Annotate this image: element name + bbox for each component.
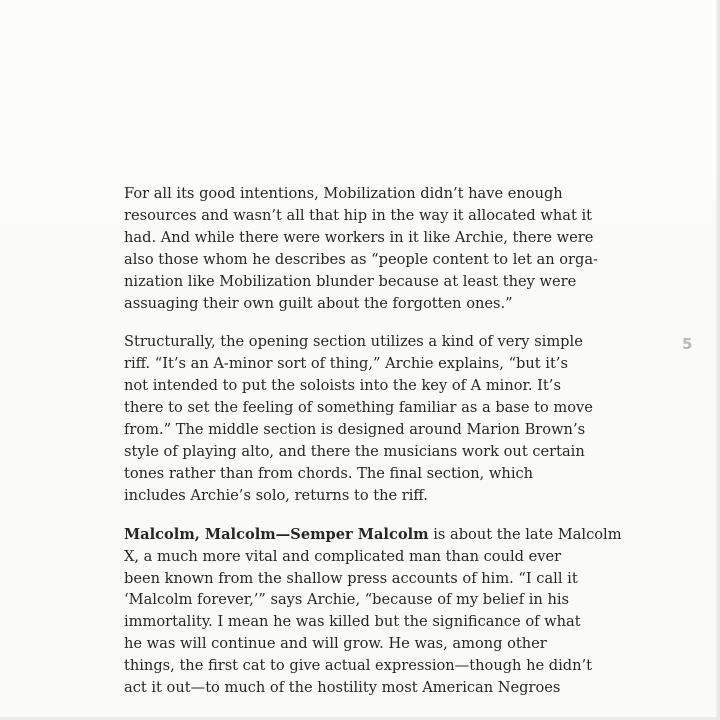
paragraph-structure — [124, 331, 664, 506]
page-edge-shadow — [716, 0, 720, 720]
text-line: riff. “It’s an A-minor sort of thing,” Archie explains, “but it’s — [124, 355, 568, 373]
paragraph-mobilization — [124, 183, 664, 314]
text-line: things, the first cat to give actual expression—though he didn’t — [124, 657, 593, 675]
text-run: is about the late Malcolm — [428, 525, 622, 543]
track-title: Malcolm, Malcolm—Semper Malcolm — [124, 525, 429, 543]
paragraph-malcolm — [124, 524, 664, 699]
body-text — [124, 183, 664, 699]
text-line: assuaging their own guilt about the forgotten ones.” — [124, 294, 513, 312]
text-line: there to set the feeling of something familiar as a base to move — [124, 399, 593, 417]
text-line: For all its good intentions, Mobilization didn’t have enough — [124, 185, 563, 202]
text-line: includes Archie’s solo, returns to the riff. — [124, 486, 428, 504]
text-line: also those whom he describes as “people content to let an orga- — [124, 250, 598, 268]
text-line — [124, 524, 664, 546]
text-line: from.” The middle section is designed around Marion Brown’s — [124, 421, 586, 439]
text-line: style of playing alto, and there the musicians work out certain — [124, 442, 585, 460]
page-number: 5 — [682, 335, 693, 353]
text-line: not intended to put the soloists into the key of A minor. It’s — [124, 377, 561, 395]
text-line: act it out—to much of the hostility most American Negroes — [124, 679, 561, 697]
text-line: Structurally, the opening section utilizes a kind of very simple — [124, 333, 583, 351]
text-line: immortality. I mean he was killed but the significance of what — [124, 613, 581, 631]
text-line: ‘Malcolm forever,’” says Archie, “because of my belief in his — [124, 591, 569, 609]
text-line: had. And while there were workers in it like Archie, there were — [124, 228, 594, 246]
text-line: resources and wasn’t all that hip in the way it allocated what it — [124, 206, 592, 224]
text-line: nization like Mobilization blunder because at least they were — [124, 272, 577, 290]
text-line: he was will continue and will grow. He was, among other — [124, 635, 547, 653]
text-line: tones rather than from chords. The final section, which — [124, 464, 534, 482]
text-line: been known from the shallow press accounts of him. “I call it — [124, 569, 578, 587]
text-line: X, a much more vital and complicated man than could ever — [124, 547, 562, 565]
